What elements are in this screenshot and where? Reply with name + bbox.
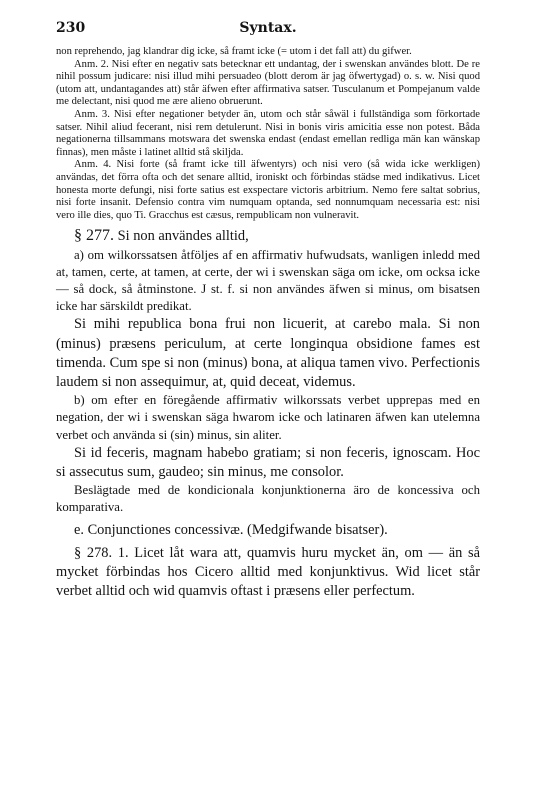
latin-examples-a: Si mihi republica bona frui non licuerit, at carebo mala. Si non (minus) præsens periculum, at certe longinqua obsidione fames est timenda. Cum spe si non (minus) bona, at aliqua tamen vivo. Perfectionis laudem si non assequimur, at, quid deceat, videmus. — [56, 316, 480, 390]
remark-2: Anm. 2. Nisi efter en negativ sats betecknar ett undantag, der i swenskan användes blott. De re nihil possum judicare: nisi illud mihi persuadeo (blott derom är jag öfwertygad) o. s. w. Nisi quod (utom att, undantagandes att) står äfwen efter affirmativa satser. Tusculanum et Pompejanum valde me delectant, nisi quod me ære alieno obruerunt. — [56, 58, 480, 108]
section-277-rule-a: a) om wilkorssatsen åtföljes af en affirmativ hufwudsats, wanligen inledd med at, tamen, certe, at tamen, at certe, der wi i swenskan säga om icke, om ocksa icke — så dock, så åtminstone. J st. f. si non användes äfwen si minus, om bisatsen icke har särskildt predikat. — [56, 247, 480, 314]
remark-3: Anm. 3. Nisi efter negationer betyder än, utom och står såwäl i fullständiga som förkortade satser. Nihil aliud fecerant, nisi rem detulerunt. Nisi in bonis viris amicitia esse non potest. Båda negationerna tillsammans motswara det swenska endast (endast emellan redliga män kan wänskap finnas), men måste i latinet alltid stå skiljda. — [56, 108, 480, 158]
latin-examples-b: Si id feceris, magnam habebo gratiam; si non feceris, ignoscam. Hoc si assecutus sum, gaudeo; sin minus, me consolor. — [56, 444, 480, 480]
section-277-rule-b: b) om efter en föregående affirmativ wilkorssats verbet upprepas med en negation, der wi i swenskan säga hwarom icke och latinaren äfwen kan utelemna verbet och använda si (sin) minus, sin aliter. — [56, 393, 480, 442]
section-277-heading: § 277. — [74, 227, 114, 245]
section-278: § 278. 1. Licet låt wara att, quamvis huru mycket än, om — än så mycket förbindas hos Cicero alltid med konjunktivus. Wid licet står verbet alltid och wid quamvis oftast i præsens eller perfectum. — [56, 544, 480, 600]
running-head: Syntax. — [239, 20, 297, 36]
notes-block — [56, 46, 480, 222]
transition-note: Beslägtade med de kondicionala konjunktionerna äro de koncessiva och komparativa. — [56, 483, 480, 515]
remark-4: Anm. 4. Nisi forte (så framt icke till äfwentyrs) och nisi vero (så wida icke werkligen) användas, det förra ofta och det senare alltid, ironiskt och förbindas städse med indikativus. Licet honesta morte defungi, nisi forte satius est exspectare victoris arbitrium. Nemo fere saltat sobrius, nisi forte insanit. Defensio contra vim numquam optanda, sed nonnumquam necessaria est: nisi vero ille dies, quo Ti. Gracchus est cæsus, rempublicam non vulneravit. — [56, 159, 480, 221]
continuation-paragraph: non reprehendo, jag klandrar dig icke, så framt icke (= utom i det fall att) du gifwer. — [56, 46, 412, 57]
section-277-lead: Si non användes alltid, — [117, 228, 249, 245]
section-277 — [56, 226, 480, 601]
subsection-e-heading: e. Conjunctiones concessivæ. (Medgifwande bisatser). — [74, 521, 388, 538]
page-number: 230 — [56, 20, 86, 36]
section-277-intro — [56, 226, 480, 246]
page-content — [56, 46, 480, 601]
page-header — [56, 20, 480, 42]
